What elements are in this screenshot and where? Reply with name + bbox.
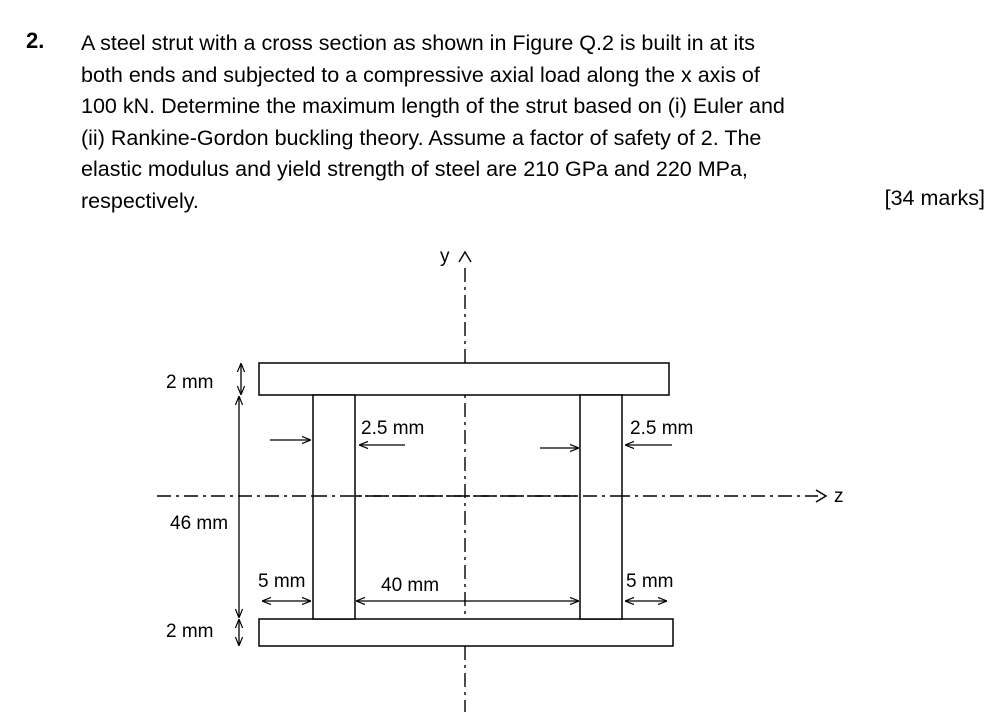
left-gap-dimension-label: 5 mm xyxy=(258,571,306,592)
right-web-dimension-label: 2.5 mm xyxy=(630,418,694,439)
marks-label: [34 marks] xyxy=(884,186,985,210)
question-line: (ii) Rankine-Gordon buckling theory. Assume a factor of safety of 2. The xyxy=(81,125,762,150)
top-flange-dimension-label: 2 mm xyxy=(166,372,214,393)
right-gap-dimension-label: 5 mm xyxy=(626,571,674,592)
top-flange xyxy=(259,363,669,395)
left-web-dimension-label: 2.5 mm xyxy=(361,418,425,439)
question-line: elastic modulus and yield strength of steel are 210 GPa and 220 MPa, xyxy=(81,157,748,181)
bottom-flange xyxy=(259,619,673,646)
inner-width-dimension-label: 40 mm xyxy=(381,575,440,596)
question-line: 100 kN. Determine the maximum length of the strut based on (i) Euler and xyxy=(81,94,785,118)
bottom-flange-dimension-label: 2 mm xyxy=(166,621,214,642)
y-axis-label: y xyxy=(440,246,450,267)
question-number: 2. xyxy=(26,28,45,53)
left-web xyxy=(313,395,355,619)
question-line: respectively. xyxy=(81,188,199,213)
question-line: both ends and subjected to a compressive axial load along the x axis of xyxy=(81,62,760,87)
z-axis-label: z xyxy=(834,486,844,507)
question-line: A steel strut with a cross section as shown in Figure Q.2 is built in at its xyxy=(81,31,755,55)
height-dimension-label: 46 mm xyxy=(170,513,229,534)
right-web xyxy=(580,395,622,619)
y-axis-arrowhead xyxy=(459,252,471,262)
